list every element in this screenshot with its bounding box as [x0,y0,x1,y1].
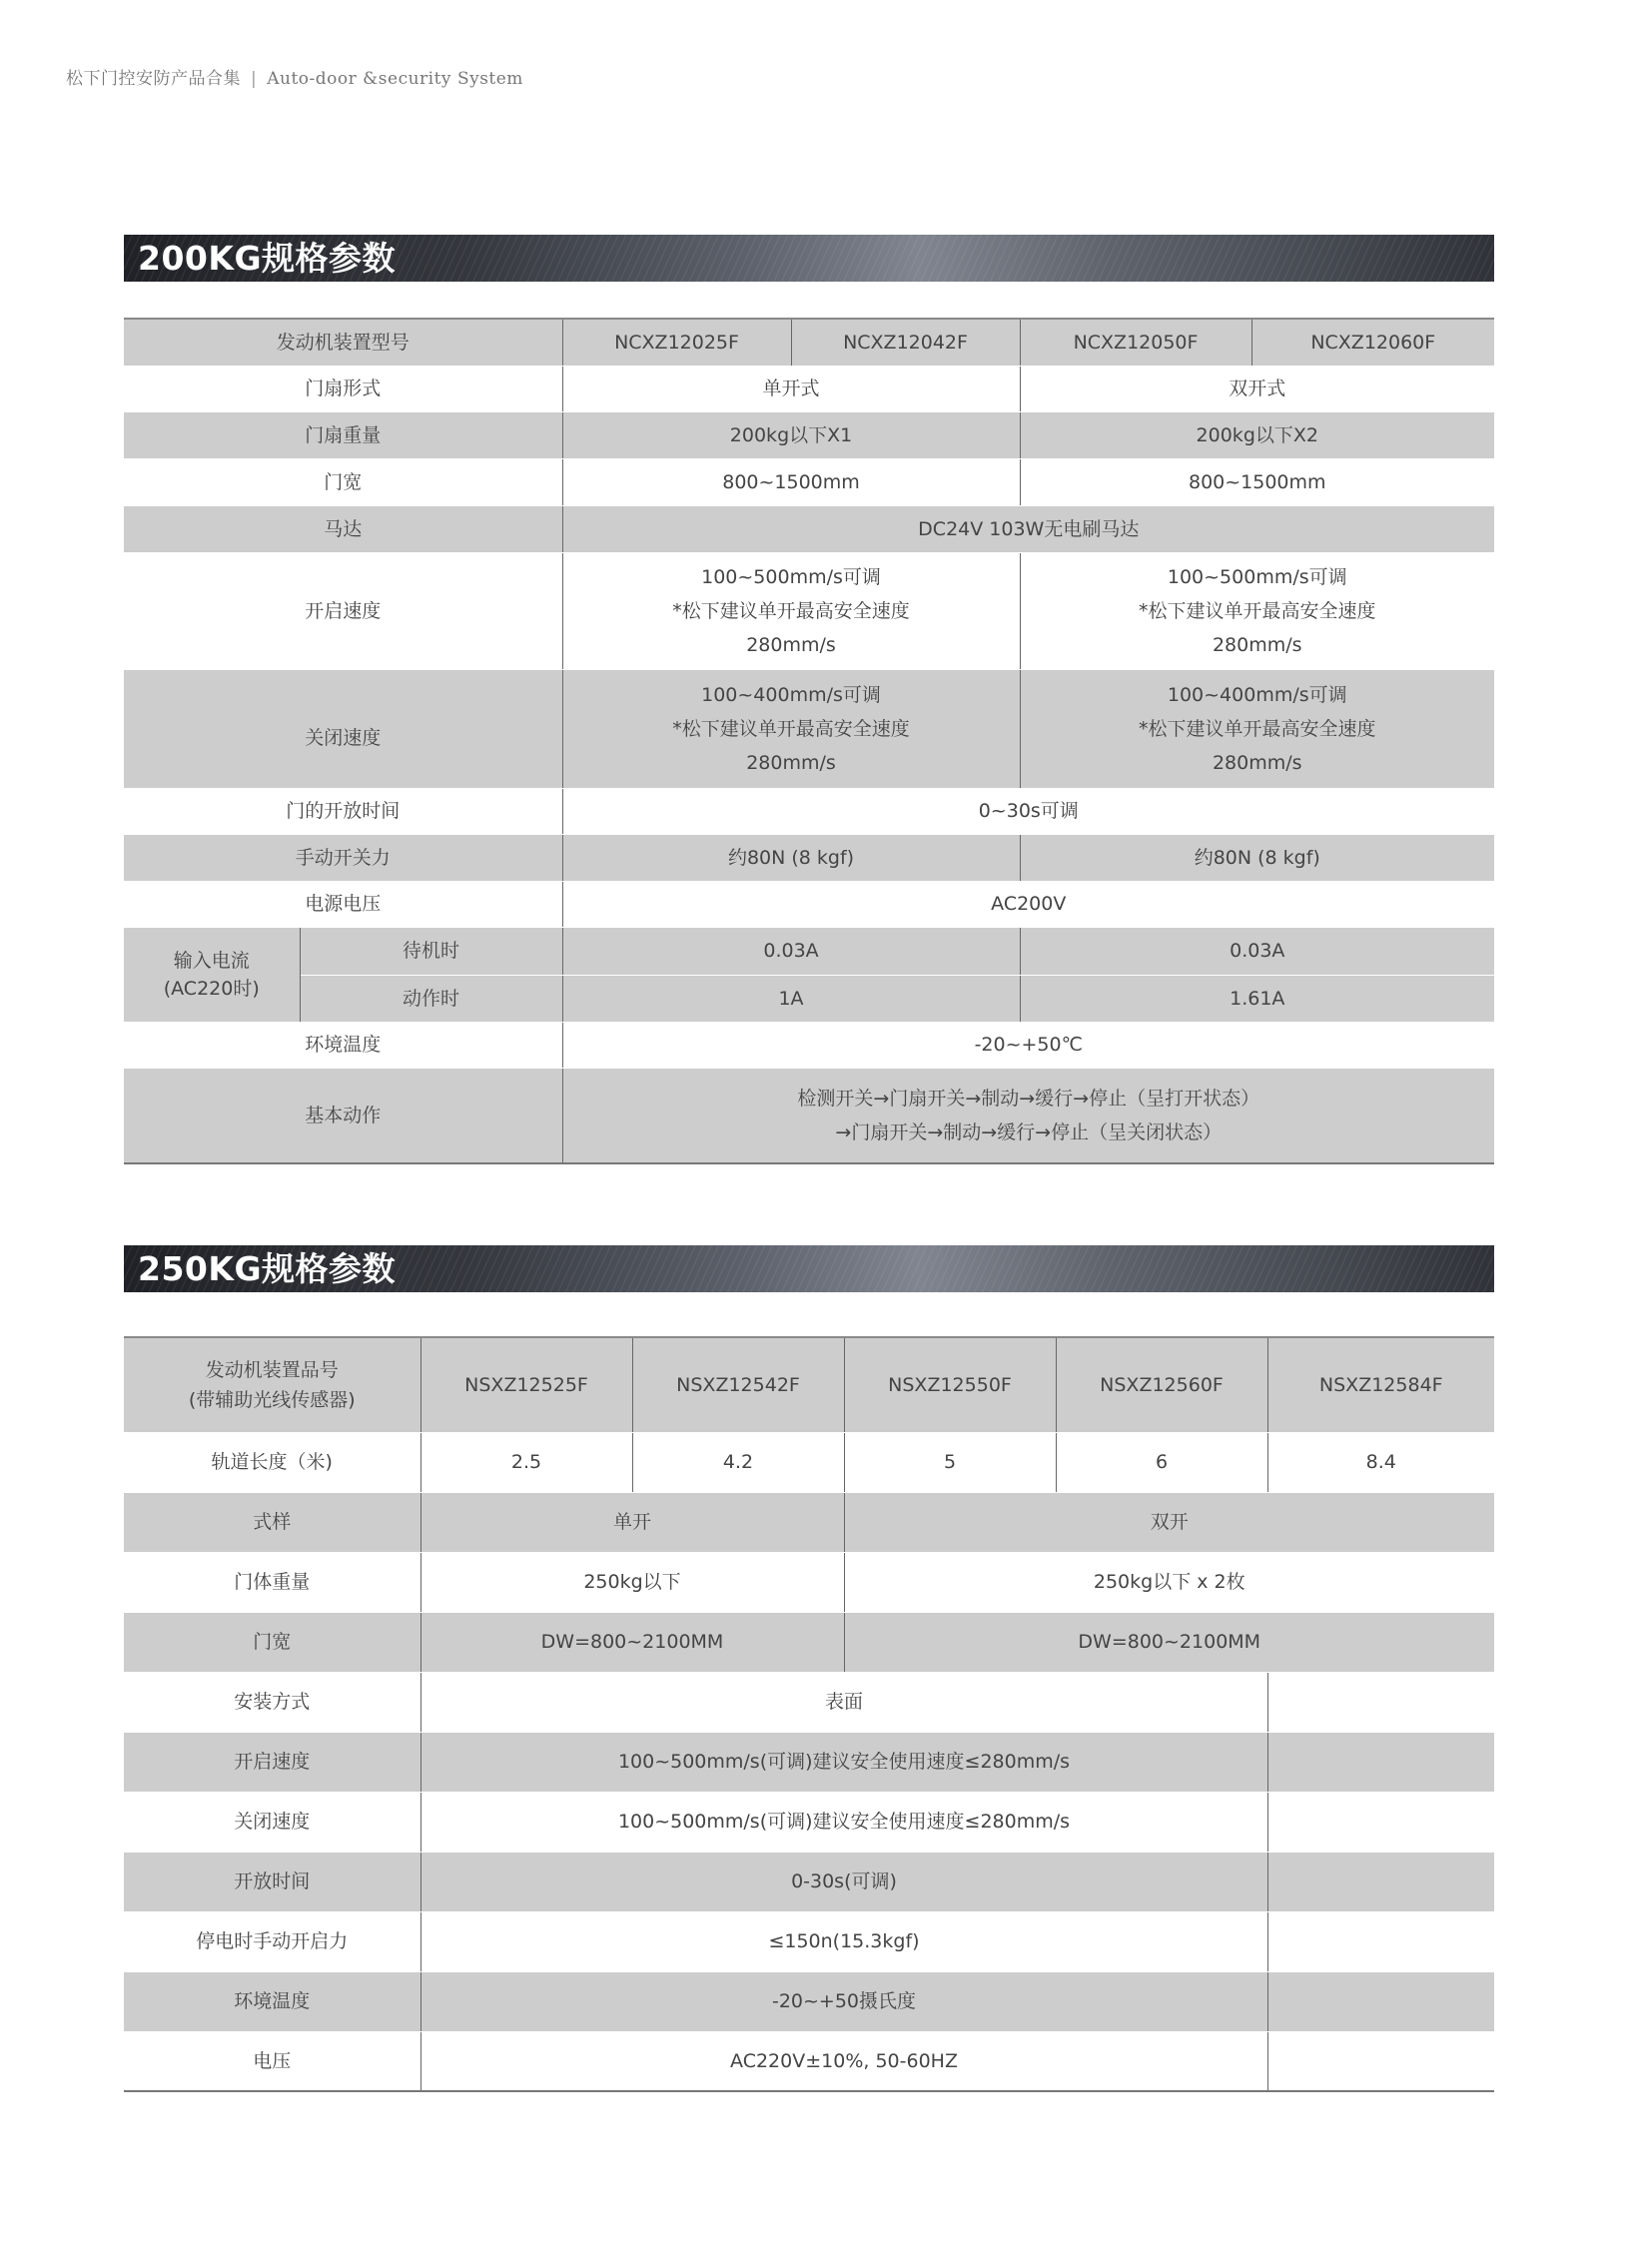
table-row [124,1672,1494,1732]
section-title-200kg: 200KG规格参数 [138,239,397,278]
row-label: 门的开放时间 [124,788,562,834]
row-label: 关闭速度 [124,1792,420,1852]
row-label: 门体重量 [124,1552,420,1612]
table-row [124,1852,1494,1911]
value-line: *松下建议单开最高安全速度 [672,717,910,740]
table-row [124,1068,1494,1163]
row-value: 8.4 [1267,1432,1494,1492]
spec-table-200kg [124,318,1494,1164]
model-cell: NSXZ12525F [420,1337,632,1432]
empty-cell [1267,1732,1494,1792]
row-label: 电源电压 [124,881,562,927]
model-cell: NSXZ12542F [632,1337,844,1432]
table-row [124,1337,1494,1432]
row-value: 单开式 [562,366,1020,411]
row-label-current [124,927,300,1022]
row-value [1020,552,1494,669]
value-line: 280mm/s [746,633,836,656]
table-row [124,669,1494,788]
empty-cell [1267,1911,1494,1971]
row-label: 马达 [124,505,562,552]
row-value: 约80N (8 kgf) [562,834,1020,881]
row-label: 电压 [124,2031,420,2091]
value-line: *松下建议单开最高安全速度 [672,599,910,622]
table-row [124,1552,1494,1612]
model-cell: NCXZ12042F [791,319,1020,366]
empty-cell [1267,2031,1494,2091]
row-value: 1.61A [1020,975,1494,1022]
row-value: 6 [1056,1432,1267,1492]
model-label-line: 发动机装置品号 [205,1358,339,1381]
model-cell: NCXZ12060F [1251,319,1494,366]
empty-cell [1267,1792,1494,1852]
table-row [124,319,1494,366]
row-value: 0~30s可调 [562,788,1494,834]
model-label-note: (带辅助光线传感器) [188,1388,356,1411]
row-label: 式样 [124,1492,420,1552]
row-value: 250kg以下 [420,1552,844,1612]
row-value: 1A [562,975,1020,1022]
table-row [124,411,1494,458]
header-separator: | [251,69,258,89]
table-row [124,1911,1494,1971]
row-value: 4.2 [632,1432,844,1492]
model-label: 发动机装置型号 [124,319,562,366]
row-value: 5 [844,1432,1056,1492]
model-cell: NSXZ12584F [1267,1337,1494,1432]
value-line: *松下建议单开最高安全速度 [1139,717,1376,740]
header-subtitle: Auto-door &security System [267,69,523,89]
empty-cell [1267,1672,1494,1732]
row-label: 门宽 [124,458,562,505]
sub-label: 动作时 [300,975,562,1022]
value-line: 100~500mm/s可调 [1167,565,1347,588]
row-label: 关闭速度 [124,669,562,788]
row-label: 安装方式 [124,1672,420,1732]
value-line: 280mm/s [1212,751,1302,774]
row-value: 100~500mm/s(可调)建议安全使用速度≤280mm/s [420,1792,1267,1852]
row-value: DC24V 103W无电刷马达 [562,505,1494,552]
table-row [124,366,1494,411]
section-banner-250kg [124,1245,1494,1292]
row-value: -20~+50摄氏度 [420,1971,1267,2031]
section-title-250kg: 250KG规格参数 [138,1249,397,1288]
row-label: 环境温度 [124,1022,562,1068]
row-value [1020,669,1494,788]
table-row [124,458,1494,505]
row-value: 0.03A [562,927,1020,975]
model-label [124,1337,420,1432]
row-value: 250kg以下 x 2枚 [844,1552,1494,1612]
row-label: 基本动作 [124,1068,562,1163]
value-line: 100~400mm/s可调 [1167,683,1347,706]
row-value: 双开式 [1020,366,1494,411]
value-line: *松下建议单开最高安全速度 [1139,599,1376,622]
table-row [124,1432,1494,1492]
table-row [124,1022,1494,1068]
row-value: 200kg以下X1 [562,411,1020,458]
table-row [124,552,1494,669]
sub-label: 待机时 [300,927,562,975]
row-value [562,669,1020,788]
row-value: 0-30s(可调) [420,1852,1267,1911]
row-label: 开放时间 [124,1852,420,1911]
table-row [124,1732,1494,1792]
row-label: 环境温度 [124,1971,420,2031]
row-label: 门扇形式 [124,366,562,411]
value-line: 检测开关→门扇开关→制动→缓行→停止（呈打开状态） [797,1087,1260,1110]
row-value: 200kg以下X2 [1020,411,1494,458]
row-value: AC220V±10%, 50-60HZ [420,2031,1267,2091]
value-line: →门扇开关→制动→缓行→停止（呈关闭状态） [835,1121,1223,1143]
row-value: 100~500mm/s(可调)建议安全使用速度≤280mm/s [420,1732,1267,1792]
table-row [124,1971,1494,2031]
row-value: 2.5 [420,1432,632,1492]
value-line: 100~500mm/s可调 [701,565,881,588]
row-value: DW=800~2100MM [844,1612,1494,1672]
row-label: 手动开关力 [124,834,562,881]
header-brand: 松下门控安防产品合集 [66,69,241,89]
row-value: 约80N (8 kgf) [1020,834,1494,881]
current-label-note: (AC220时) [163,977,260,1000]
value-line: 100~400mm/s可调 [701,683,881,706]
table-row [124,1612,1494,1672]
value-line: 280mm/s [1212,633,1302,656]
table-row [124,1492,1494,1552]
section-banner-200kg [124,235,1494,282]
model-cell: NSXZ12550F [844,1337,1056,1432]
page-header [66,64,523,89]
row-value: 0.03A [1020,927,1494,975]
row-value [562,552,1020,669]
table-row [124,881,1494,927]
table-row [124,2031,1494,2091]
row-value: DW=800~2100MM [420,1612,844,1672]
spec-table-250kg [124,1336,1494,2092]
row-value: AC200V [562,881,1494,927]
empty-cell [1267,1971,1494,2031]
row-value: 双开 [844,1492,1494,1552]
row-label: 轨道长度（米) [124,1432,420,1492]
model-cell: NCXZ12025F [562,319,791,366]
table-row [124,975,1494,1022]
row-label: 门扇重量 [124,411,562,458]
row-value [562,1068,1494,1163]
row-value: 单开 [420,1492,844,1552]
table-row [124,834,1494,881]
empty-cell [1267,1852,1494,1911]
table-row [124,788,1494,834]
row-label: 停电时手动开启力 [124,1911,420,1971]
row-value: 表面 [420,1672,1267,1732]
row-value: 800~1500mm [1020,458,1494,505]
model-cell: NSXZ12560F [1056,1337,1267,1432]
row-value: -20~+50℃ [562,1022,1494,1068]
model-cell: NCXZ12050F [1020,319,1251,366]
row-label: 门宽 [124,1612,420,1672]
row-value: ≤150n(15.3kgf) [420,1911,1267,1971]
row-value: 800~1500mm [562,458,1020,505]
table-row [124,1792,1494,1852]
row-label: 开启速度 [124,1732,420,1792]
value-line: 280mm/s [746,751,836,774]
row-label: 开启速度 [124,552,562,669]
table-row [124,505,1494,552]
current-label: 输入电流 [173,949,250,972]
table-row [124,927,1494,975]
